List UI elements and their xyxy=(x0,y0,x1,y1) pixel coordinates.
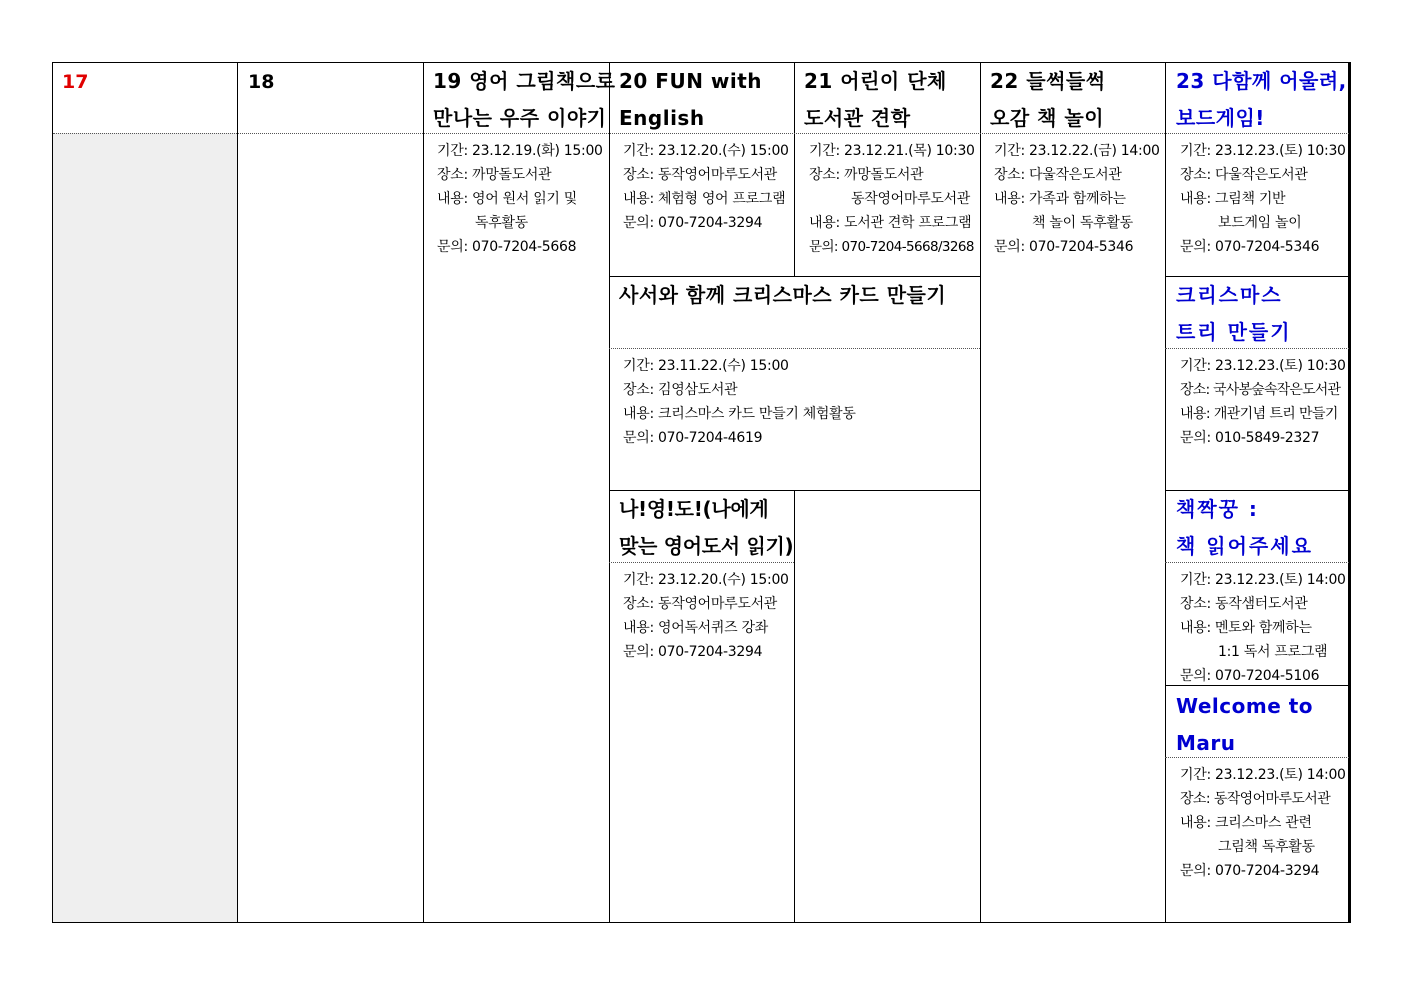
event-title-line: 22 들썩들썩 xyxy=(990,69,1106,93)
column-divider xyxy=(794,62,795,276)
event-content: 내용: 가족과 함께하는 xyxy=(994,191,1126,207)
event-23-boardgame-title xyxy=(1176,63,1347,137)
event-place: 장소: 까망돌도서관 xyxy=(809,167,924,183)
event-date: 기간: 23.12.21.(목) 10:30 xyxy=(809,143,975,159)
event-title-line: 사서와 함께 크리스마스 카드 만들기 xyxy=(619,283,947,307)
event-place: 장소: 다울작은도서관 xyxy=(994,167,1122,183)
event-21-details xyxy=(809,139,975,259)
column-divider xyxy=(237,62,238,923)
event-welcome-details xyxy=(1180,763,1346,883)
event-tree-title xyxy=(1176,277,1292,351)
event-contact: 문의: 070-7204-5346 xyxy=(1180,239,1320,255)
event-date: 기간: 23.12.23.(토) 14:00 xyxy=(1180,767,1346,783)
event-place: 장소: 다울작은도서관 xyxy=(1180,167,1308,183)
event-date: 기간: 23.12.23.(토) 10:30 xyxy=(1180,358,1346,374)
event-content: 책 놀이 독후활동 xyxy=(1032,215,1133,231)
event-contact: 문의: 070-7204-3294 xyxy=(1180,863,1320,879)
event-content: 그림책 독후활동 xyxy=(1218,839,1315,855)
event-place: 장소: 김영삼도서관 xyxy=(623,382,738,398)
event-english-details xyxy=(623,568,789,664)
event-place: 동작영어마루도서관 xyxy=(851,191,971,207)
event-19-title xyxy=(433,63,616,137)
event-20-title xyxy=(619,63,762,137)
event-place: 장소: 까망돌도서관 xyxy=(437,167,552,183)
column-divider xyxy=(980,62,981,923)
event-bookmate-details xyxy=(1180,568,1346,688)
event-content: 내용: 도서관 견학 프로그램 xyxy=(809,215,972,231)
event-date: 기간: 23.12.20.(수) 15:00 xyxy=(623,572,789,588)
event-content: 내용: 크리스마스 관련 xyxy=(1180,815,1312,831)
event-title-line: 21 어린이 단체 xyxy=(804,69,947,93)
event-title-line: 나!영!도!(나에게 xyxy=(619,497,769,521)
event-title-line: 19 영어 그림책으로 xyxy=(433,69,616,93)
event-date: 기간: 23.12.19.(화) 15:00 xyxy=(437,143,603,159)
column-divider xyxy=(423,62,424,923)
event-place: 장소: 동작영어마루도서관 xyxy=(1180,791,1331,807)
event-content: 독후활동 xyxy=(475,215,528,231)
event-date: 기간: 23.11.22.(수) 15:00 xyxy=(623,358,789,374)
event-tree-details xyxy=(1180,354,1346,450)
event-contact: 문의: 070-7204-5346 xyxy=(994,239,1134,255)
event-contact: 문의: 070-7204-4619 xyxy=(623,430,763,446)
event-bookmate-title xyxy=(1176,491,1313,565)
event-card-title xyxy=(619,277,946,314)
event-22-details xyxy=(994,139,1160,259)
event-place: 장소: 동작샘터도서관 xyxy=(1180,596,1308,612)
event-card-details xyxy=(623,354,856,450)
event-title-line: English xyxy=(619,106,705,130)
event-content: 내용: 영어독서퀴즈 강좌 xyxy=(623,620,768,636)
event-title-line: 책짝꿍 : xyxy=(1176,497,1259,521)
event-place: 장소: 동작영어마루도서관 xyxy=(623,167,778,183)
event-content: 내용: 멘토와 함께하는 xyxy=(1180,620,1312,636)
event-title-line: 도서관 견학 xyxy=(804,106,911,130)
event-content: 내용: 그림책 기반 xyxy=(1180,191,1286,207)
event-date: 기간: 23.12.20.(수) 15:00 xyxy=(623,143,789,159)
event-place: 장소: 국사봉숲속작은도서관 xyxy=(1180,382,1341,398)
event-content: 보드게임 놀이 xyxy=(1218,215,1302,231)
event-title-line: 23 다함께 어울려, xyxy=(1176,69,1347,93)
event-19-details xyxy=(437,139,603,259)
event-content: 내용: 영어 원서 읽기 및 xyxy=(437,191,578,207)
event-title-line: 만나는 우주 이야기 xyxy=(433,106,607,130)
event-title-line: 트리 만들기 xyxy=(1176,320,1292,344)
event-title-line: 크리스마스 xyxy=(1176,283,1283,307)
event-20-details xyxy=(623,139,789,235)
event-title-line: 맞는 영어도서 읽기) xyxy=(619,534,794,558)
event-contact: 문의: 010-5849-2327 xyxy=(1180,430,1320,446)
event-title-line: Welcome to xyxy=(1176,694,1314,718)
event-date: 기간: 23.12.23.(토) 10:30 xyxy=(1180,143,1346,159)
event-title-line: 책 읽어주세요 xyxy=(1176,534,1313,558)
column-divider xyxy=(1165,62,1166,923)
event-22-title xyxy=(990,63,1106,137)
event-content: 내용: 체험형 영어 프로그램 xyxy=(623,191,786,207)
event-english-title xyxy=(619,491,793,565)
column-divider xyxy=(794,490,795,923)
event-title-line: 오감 책 놀이 xyxy=(990,106,1105,130)
title-divider xyxy=(609,348,980,349)
event-contact: 문의: 070-7204-5668 xyxy=(437,239,577,255)
event-contact: 문의: 070-7204-3294 xyxy=(623,215,763,231)
event-21-title xyxy=(804,63,947,137)
event-23-boardgame-details xyxy=(1180,139,1346,259)
column-divider xyxy=(609,62,610,923)
event-contact: 문의: 070-7204-3294 xyxy=(623,644,763,660)
event-welcome-title xyxy=(1176,688,1313,762)
event-title-line: 보드게임! xyxy=(1176,106,1265,130)
event-content: 1:1 독서 프로그램 xyxy=(1218,644,1328,660)
event-date: 기간: 23.12.23.(토) 14:00 xyxy=(1180,572,1346,588)
event-contact: 문의: 070-7204-5106 xyxy=(1180,668,1320,684)
event-title-line: Maru xyxy=(1176,731,1236,755)
event-date: 기간: 23.12.22.(금) 14:00 xyxy=(994,143,1160,159)
event-contact: 문의: 070-7204-5668/3268 xyxy=(809,239,974,255)
event-content: 내용: 개관기념 트리 만들기 xyxy=(1180,406,1338,422)
event-title-line: 20 FUN with xyxy=(619,69,763,93)
event-content: 내용: 크리스마스 카드 만들기 체험활동 xyxy=(623,406,856,422)
day-17-label: 17 xyxy=(62,71,89,93)
day-18-label: 18 xyxy=(248,71,275,93)
event-place: 장소: 동작영어마루도서관 xyxy=(623,596,778,612)
